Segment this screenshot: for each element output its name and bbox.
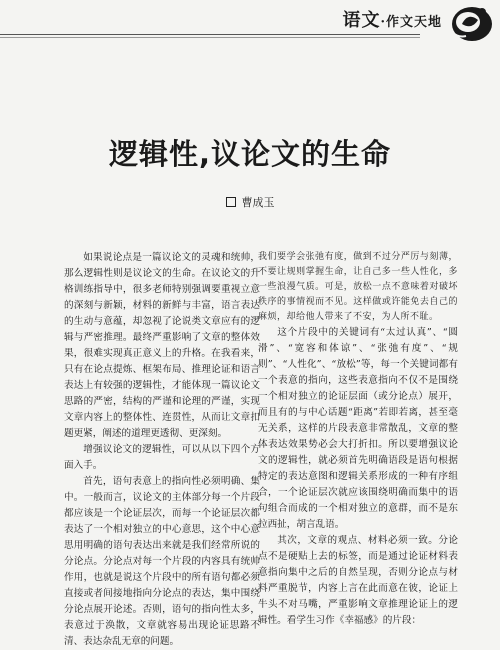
paragraph: 如果说论点是一篇议论文的灵魂和统帅，那么逻辑性则是议论文的生命。在议论文的升格训练指导中，很多老师特别强调要重视立意的深刻与新颖，材料的新鲜与丰富，语言表达的生动与意蕴，却忽视了论说类文章应有的逻辑与严密推理。最终严重影响了文章的整体效果，很难实现真正意义上的升格。在我看来，只有在论点提炼、框架布局、推理论证和语言表达上有较强的逻辑性，才能体现一篇议论文思路的严密，结构的严谨和论理的严谨，实现文章内容上的整体性、连贯性，从而让文章扣题更紧，阐述的道理更透彻、更深刻。 [64,252,260,439]
section-label-dot: · [380,15,386,30]
author-box-icon [226,197,236,207]
paragraph: 首先，语句表意上的指向性必须明确、集中。一般而言，议论文的主体部分每一个片段都应该是一个论证层次，而每一个论证层次都表达了一个相对独立的中心意思，这个中心意思用明确的语句表达出来就是我们经常所说的分论点。分论点对每一个片段的内容具有统帅作用，也就是说这个片段中的所有语句都必须直接或者间接地指向分论点的表达，集中围绕分论点展开论述。否则，语句的指向性太多，表意过于涣散，文章就容易出现论证思路不清、表达杂乱无章的问题。 [64,476,260,647]
quoted-excerpt: 我们要学会张弛有度，做到不过分严厉与刻薄，不要让规则掌握生命，让自己多一些人性化，多一些浪漫气质。可是，放松一点不意味着对破坏秩序的事情视而不见。这样做或许能免去自己的麻烦，却给他人带来了不安，为人所不耻。 [258,252,458,322]
section-label-main: 语文 [342,10,381,31]
section-label-sub: 作文天地 [385,15,442,30]
page-header [0,0,500,50]
author-name: 曹成玉 [241,196,275,209]
paragraph: 增强议论文的逻辑性，可以从以下四个方面入手。 [64,444,260,471]
right-column [258,250,458,629]
header-rule-secondary [0,37,420,38]
article-title: 逻辑性,议论文的生命 [108,137,392,171]
author-line [0,194,500,210]
column-logo-icon [448,2,494,44]
section-label [342,6,442,32]
paragraph: 其次，文章的观点、材料必须一致。分论点不是硬贴上去的标签，而是通过论证材料表意指向集中之后的自然呈现，否则分论点与材料严重脱节，内容上言在此而意在彼，论证上牛头不对马嘴，严重影响文章推理论证上的逻辑性。看学生习作《幸福感》的片段： [258,535,458,626]
header-rule [0,34,420,35]
left-column [64,250,260,650]
paragraph: 这个片段中的关键词有“太过认真”、“圆滑”、“宽容和体谅”、“张弛有度”、“规则”、“人性化”、“放松”等，每一个关键词都有一个表意的指向，这些表意指向不仅不是围绕一个相对独立的论证层面（或分论点）展开，而且有的与中心话题“距离”若即若离，甚至毫无关系，这样的片段表意非常散乱，文章的整体表达效果势必会大打折扣。所以要增强议论文的逻辑性，就必须首先明确语段是语句根据特定的表达意图和逻辑关系形成的一种有序组合，一个论证层次就应该围绕明确而集中的语句组合而成的一个相对独立的意群，而不是东拉西扯，胡言乱语。 [258,327,458,530]
